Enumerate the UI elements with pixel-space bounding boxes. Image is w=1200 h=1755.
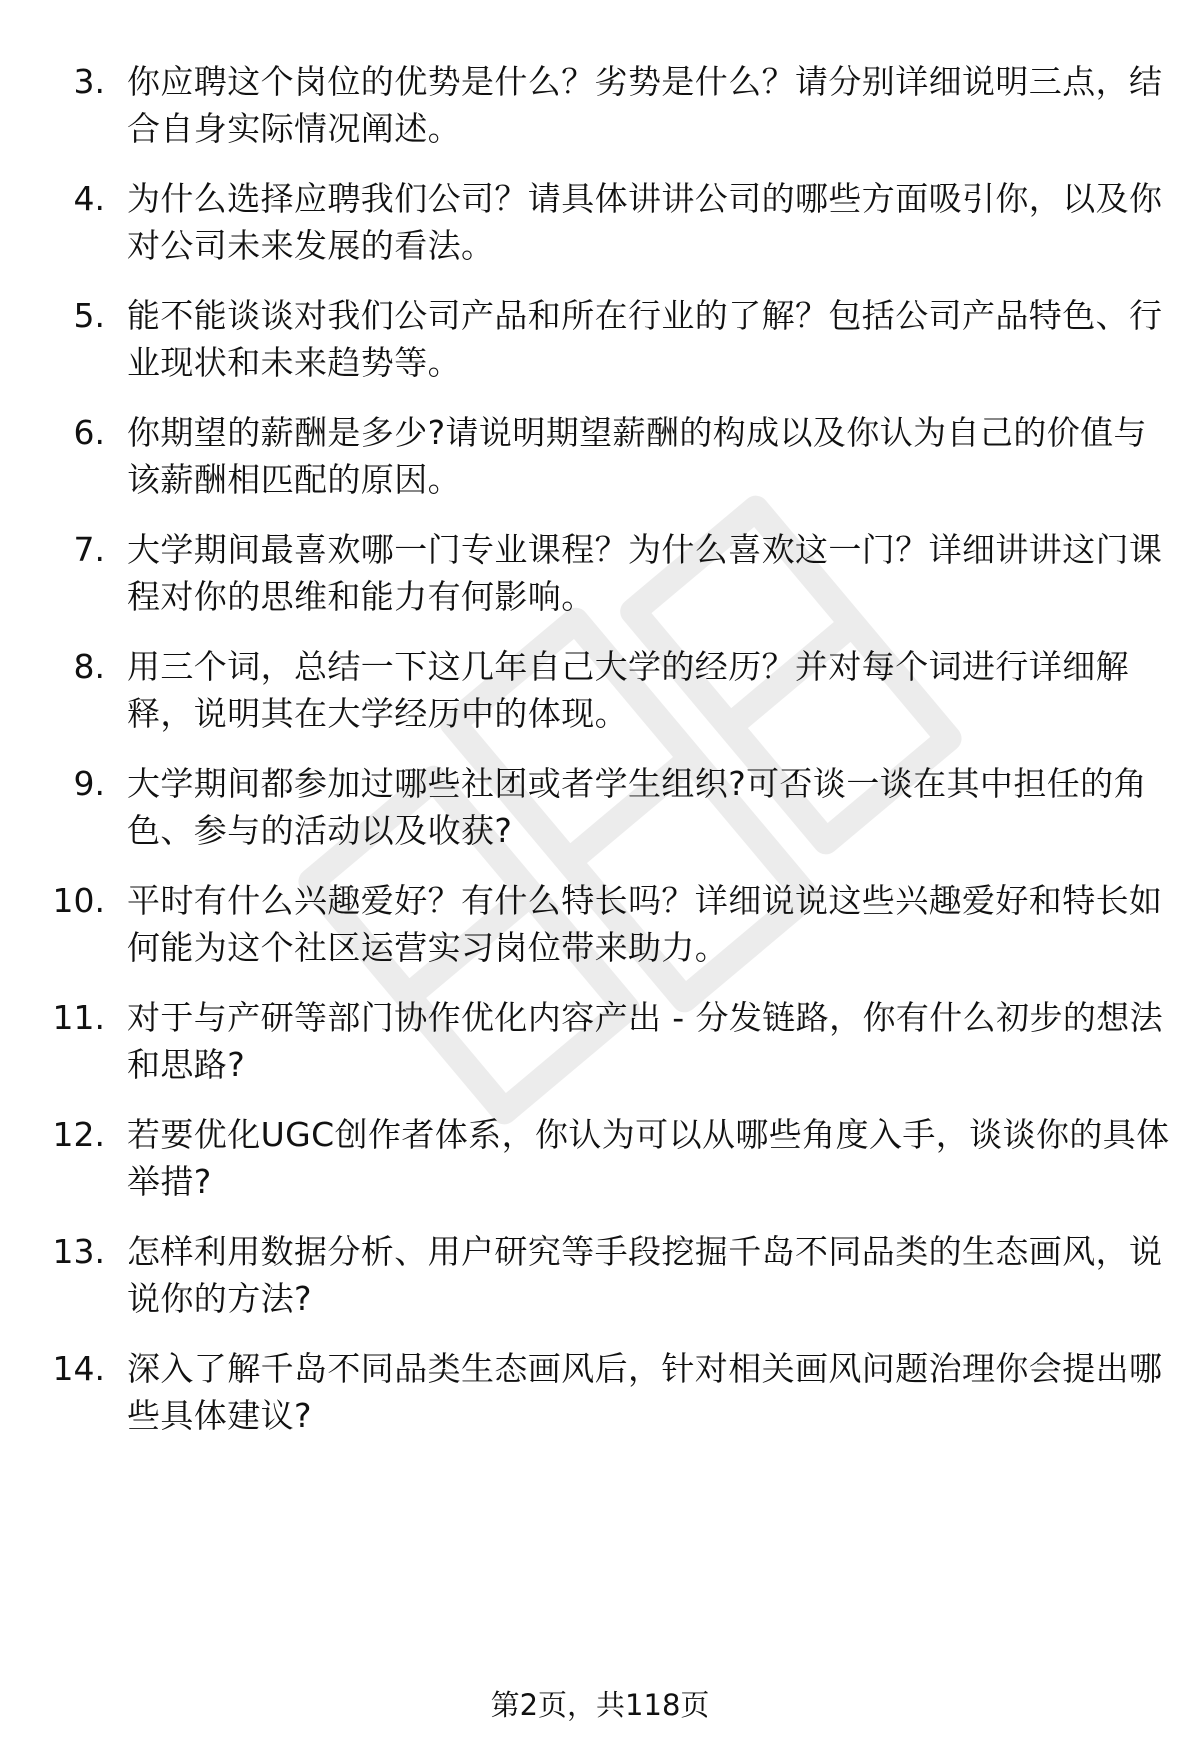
question-number: 7. (73, 530, 105, 569)
question-text: 大学期间最喜欢哪一门专业课程？为什么喜欢这一门？详细讲讲这门课程对你的思维和能力有何影响。 (127, 530, 1163, 616)
question-number: 12. (52, 1115, 105, 1154)
page-footer: 第2页，共118页 (490, 1688, 710, 1722)
question-text: 用三个词，总结一下这几年自己大学的经历？并对每个词进行详细解释，说明其在大学经历中的体现。 (127, 647, 1129, 733)
question-text: 你期望的薪酬是多少?请说明期望薪酬的构成以及你认为自己的价值与该薪酬相匹配的原因。 (127, 413, 1147, 499)
question-number: 10. (52, 881, 105, 920)
question-number: 3. (73, 62, 105, 101)
question-text: 对于与产研等部门协作优化内容产出 - 分发链路，你有什么初步的想法和思路? (127, 998, 1164, 1084)
question-text: 能不能谈谈对我们公司产品和所在行业的了解？包括公司产品特色、行业现状和未来趋势等。 (127, 296, 1163, 382)
question-number: 11. (52, 998, 105, 1037)
question-text: 平时有什么兴趣爱好？有什么特长吗？详细说说这些兴趣爱好和特长如何能为这个社区运营实习岗位带来助力。 (127, 881, 1163, 967)
question-text: 深入了解千岛不同品类生态画风后，针对相关画风问题治理你会提出哪些具体建议? (127, 1349, 1163, 1435)
question-number: 9. (73, 764, 105, 803)
question-text: 大学期间都参加过哪些社团或者学生组织?可否谈一谈在其中担任的角色、参与的活动以及收获? (127, 764, 1147, 850)
question-number: 5. (73, 296, 105, 335)
question-text: 怎样利用数据分析、用户研究等手段挖掘千岛不同品类的生态画风，说说你的方法? (127, 1232, 1163, 1318)
question-number: 4. (73, 179, 105, 218)
question-text: 你应聘这个岗位的优势是什么？劣势是什么？请分别详细说明三点，结合自身实际情况阐述。 (127, 62, 1163, 148)
question-number: 13. (52, 1232, 105, 1271)
question-text: 若要优化UGC创作者体系，你认为可以从哪些角度入手，谈谈你的具体举措? (127, 1115, 1170, 1201)
question-number: 14. (52, 1349, 105, 1388)
question-text: 为什么选择应聘我们公司？请具体讲讲公司的哪些方面吸引你，以及你对公司未来发展的看法。 (127, 179, 1163, 265)
question-number: 6. (73, 413, 105, 452)
question-number: 8. (73, 647, 105, 686)
